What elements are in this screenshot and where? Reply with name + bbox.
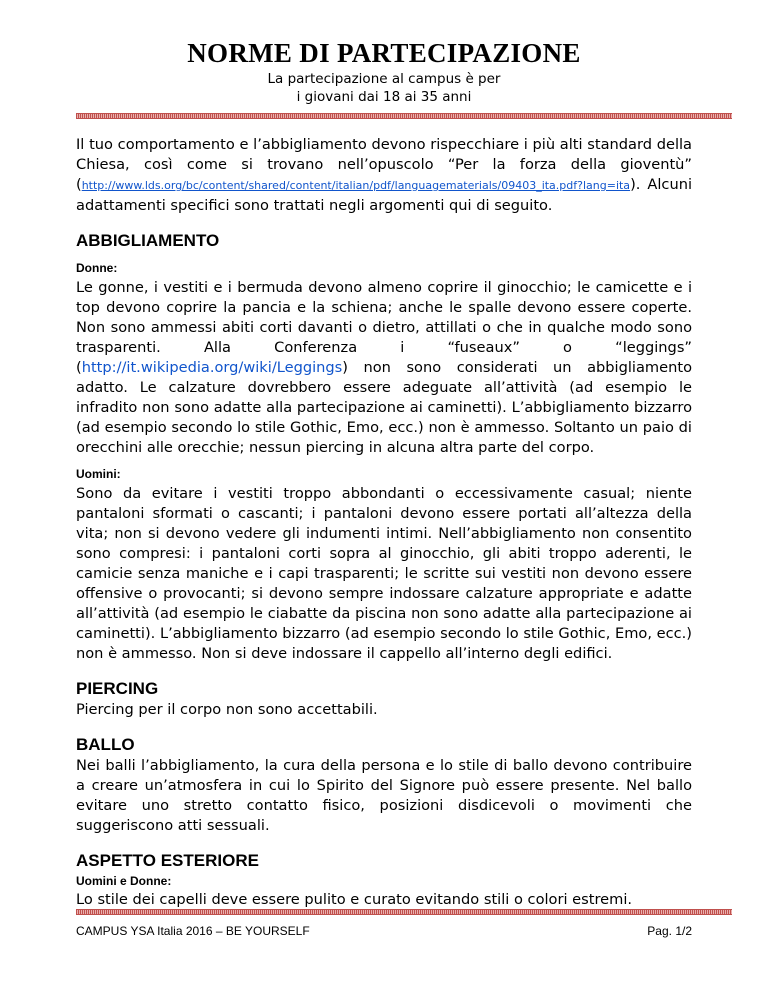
donne-label: Donne: <box>76 261 118 275</box>
section-piercing <box>76 678 692 720</box>
aspetto-paragraph: Lo stile dei capelli deve essere pulito e curato evitando stili o colori estremi. <box>76 891 633 908</box>
intro-text-a: Il tuo comportamento e l’abbigliamento devono rispecchiare i più alti standard della Chiesa, così come si trovano nell’opuscolo “Per la forza della gioventù” ( <box>76 136 692 193</box>
footer-divider <box>76 909 732 915</box>
uomini-paragraph: Sono da evitare i vestiti troppo abbondanti o eccessivamente casual; niente pantaloni sformati o cascanti; i pantaloni devono essere portati all’altezza della vita; non si devono vedere gli indumenti intimi. Nell’abbigliamento non consentito sono compresi: i pantaloni corti sopra al ginocchio, gli abiti troppo aderenti, le camicie senza maniche e i capi trasparenti; le scritte sui vestiti non devono essere offensive o provocanti; si devono sempre indossare calzature appropriate e adatte all’attività (ad esempio le ciabatte da piscina non sono adatte alla partecipazione ai caminetti). L’abbigliamento bizzarro (ad esempio secondo lo stile Gothic, Emo, ecc.) non è ammesso. Non si deve indossare il cappello all’interno degli edifici. <box>76 485 692 662</box>
donne-text-a: Le gonne, i vestiti e i bermuda devono almeno coprire il ginocchio; le camicette e i top devono coprire la pancia e la schiena; anche le spalle devono essere coperte. Non sono ammessi abiti corti davanti o dietro, attillati o che in qualche modo sono trasparenti. Alla Conferenza i “fuseaux” o “leggings” ( <box>76 279 692 376</box>
header-divider <box>76 113 732 119</box>
main-content <box>76 135 692 924</box>
uomini-label: Uomini: <box>76 467 121 481</box>
leggings-link[interactable]: http://it.wikipedia.org/wiki/Leggings <box>81 359 343 376</box>
section-ballo <box>76 734 692 836</box>
subtitle-line-2: i giovani dai 18 ai 35 anni <box>296 89 472 105</box>
piercing-paragraph: Piercing per il corpo non sono accettabili. <box>76 701 378 718</box>
donne-text-b: ) non sono considerati un abbigliamento adatto. Le calzature dovrebbero essere adeguate all’attività (ad esempio le infradito non sono adatte alla partecipazione ai caminetti). L’abbigliamento bizzarro (ad esempio secondo lo stile Gothic, Emo, ecc.) non è ammesso. Soltanto un paio di orecchini alle orecchie; nessun piercing in alcuna altra parte del corpo. <box>76 359 692 456</box>
section-heading-piercing: PIERCING <box>76 679 159 698</box>
footer-title: CAMPUS YSA Italia 2016 – BE YOURSELF <box>76 924 310 938</box>
page-subtitle <box>0 70 768 106</box>
section-heading-ballo: BALLO <box>76 735 135 754</box>
page-number: Pag. 1/2 <box>647 924 692 938</box>
ballo-paragraph: Nei balli l’abbigliamento, la cura della persona e lo stile di ballo devono contribuire a creare un’atmosfera in cui lo Spirito del Signore può essere presente. Nel ballo evitare uno stretto contatto fisico, posizioni disdicevoli o movimenti che suggeriscono atti sessuali. <box>76 757 692 834</box>
intro-text-b: ). Alcuni adattamenti specifici sono trattati negli argomenti qui di seguito. <box>76 176 692 214</box>
uomini-donne-label: Uomini e Donne: <box>76 874 172 888</box>
section-heading-aspetto: ASPETTO ESTERIORE <box>76 851 259 870</box>
intro-paragraph <box>76 135 692 216</box>
donne-paragraph <box>76 278 692 458</box>
subtitle-line-1: La partecipazione al campus è per <box>267 71 501 87</box>
section-abbigliamento <box>76 230 692 664</box>
page-title: NORME DI PARTECIPAZIONE <box>187 38 581 68</box>
section-aspetto <box>76 850 692 910</box>
section-heading-abbigliamento: ABBIGLIAMENTO <box>76 231 220 250</box>
intro-link[interactable]: http://www.lds.org/bc/content/shared/content/italian/pdf/languagematerials/09403_ita.pdf?lang=ita <box>81 179 631 192</box>
